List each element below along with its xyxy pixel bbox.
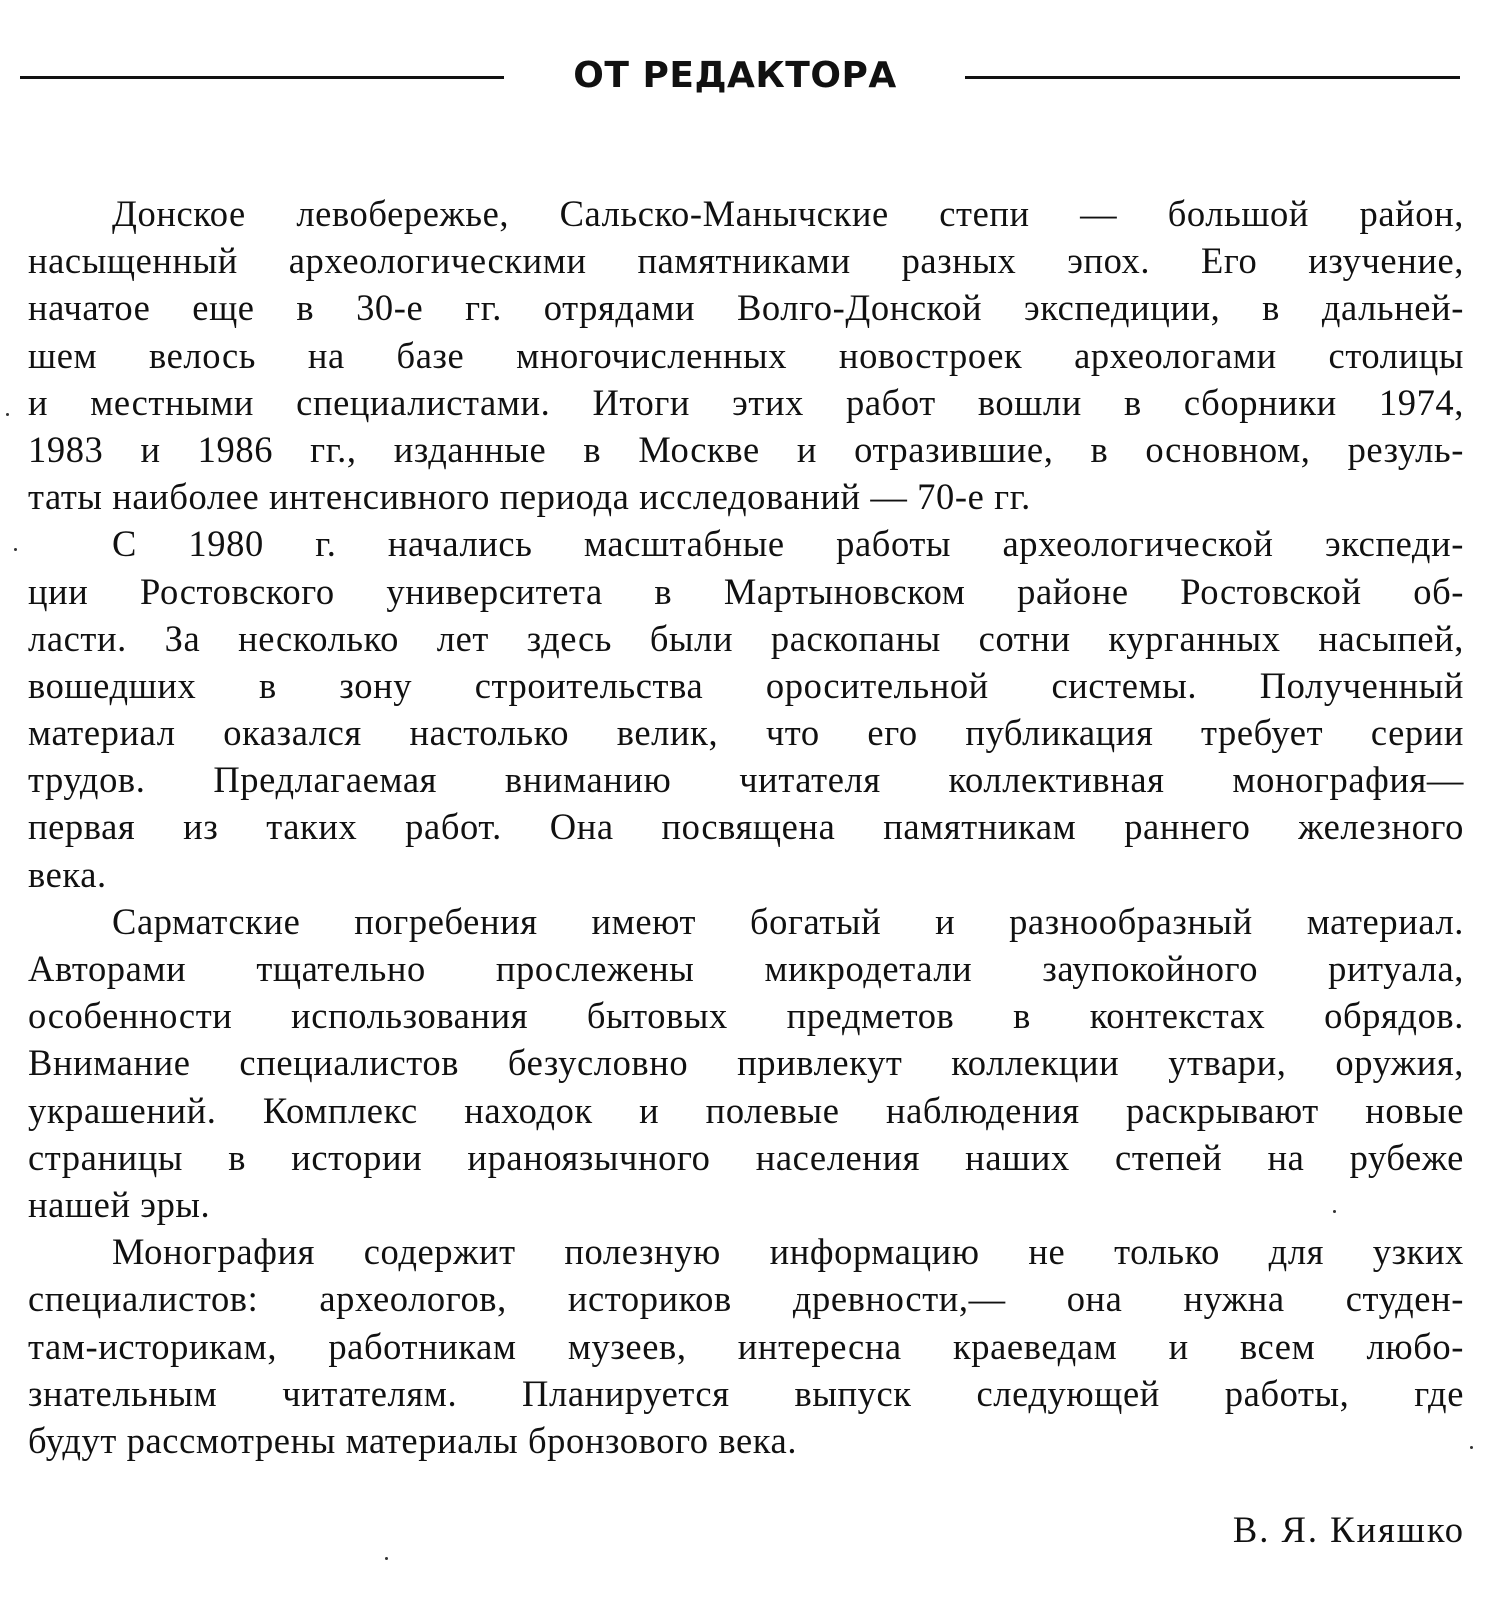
page-title: ОТ РЕДАКТОРА [573, 55, 897, 96]
text-line: знательным читателям. Планируется выпуск следующей работы, где [28, 1372, 1464, 1414]
text-line: начатое еще в 30-е гг. отрядами Волго-Донской экспедиции, в дальней- [28, 287, 1464, 329]
text-line: С 1980 г. начались масштабные работы археологической экспеди- [112, 523, 1464, 565]
text-line: таты наиболее интенсивного периода исследований — 70-е гг. [28, 476, 1031, 518]
heading-rule-right [965, 76, 1460, 79]
text-line: насыщенный археологическими памятниками разных эпох. Его изучение, [28, 240, 1464, 282]
text-line: 1983 и 1986 гг., изданные в Москве и отразившие, в основном, резуль- [28, 428, 1464, 470]
text-line: будут рассмотрены материалы бронзового века. [28, 1419, 798, 1461]
scan-speck [1470, 1446, 1473, 1449]
text-line: специалистов: археологов, историков древности,— она нужна студен- [28, 1278, 1464, 1320]
paragraph-3 [28, 898, 1464, 1228]
text-line: вошедших в зону строительства оросительной системы. Полученный [28, 664, 1464, 706]
text-line: страницы в истории ираноязычного населения наших степей на рубеже [28, 1136, 1464, 1178]
scan-speck [6, 413, 9, 416]
text-line: особенности использования бытовых предметов в контекстах обрядов. [28, 995, 1464, 1037]
text-line: Монография содержит полезную информацию не только для узких [112, 1231, 1464, 1273]
text-line: там-историкам, работникам музеев, интересна краеведам и всем любо- [28, 1325, 1464, 1367]
text-line: украшений. Комплекс находок и полевые наблюдения раскрывают новые [28, 1089, 1464, 1131]
text-line: ции Ростовского университета в Мартыновском районе Ростовской об- [28, 570, 1464, 612]
heading-row [20, 50, 1460, 102]
text-line: нашей эры. [28, 1183, 211, 1225]
text-line: Авторами тщательно прослежены микродетали заупокойного ритуала, [28, 948, 1464, 989]
text-line: шем велось на базе многочисленных новостроек археологами столицы [28, 334, 1464, 376]
text-line: века. [28, 853, 107, 895]
paragraph-2 [28, 520, 1464, 898]
text-line: ласти. За несколько лет здесь были раскопаны сотни курганных насыпей, [28, 617, 1464, 659]
scan-speck [14, 548, 17, 551]
text-line: материал оказался настолько велик, что его публикация требует серии [28, 712, 1464, 754]
paragraph-1 [28, 190, 1464, 520]
text-line: Внимание специалистов безусловно привлекут коллекции утвари, оружия, [28, 1042, 1464, 1084]
scan-speck [1333, 1210, 1336, 1213]
article-body [28, 190, 1464, 1464]
text-line: Сарматские погребения имеют богатый и разнообразный материал. [112, 900, 1464, 942]
heading-rule-left [20, 76, 504, 79]
paragraph-4 [28, 1228, 1464, 1464]
text-line: и местными специалистами. Итоги этих работ вошли в сборники 1974, [28, 381, 1464, 423]
text-line: Донское левобережье, Сальско-Манычские степи — большой район, [112, 193, 1464, 234]
text-line: первая из таких работ. Она посвящена памятникам раннего железного [28, 806, 1464, 848]
scan-speck [385, 1557, 388, 1560]
author-signature: В. Я. Кияшко [1232, 1509, 1465, 1550]
text-line: трудов. Предлагаемая вниманию читателя коллективная монография— [28, 759, 1464, 801]
